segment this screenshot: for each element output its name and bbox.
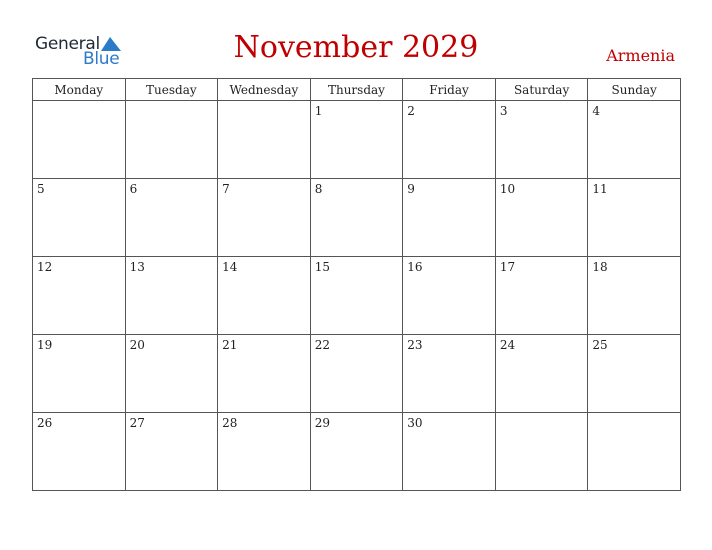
day-number: 11 — [592, 182, 608, 196]
day-cell — [125, 335, 218, 413]
day-cell — [218, 335, 311, 413]
day-number: 5 — [37, 182, 45, 196]
day-cell — [588, 335, 681, 413]
week-row — [33, 257, 681, 335]
day-number: 16 — [407, 260, 423, 274]
day-cell — [588, 179, 681, 257]
day-number — [33, 101, 125, 104]
day-cell — [588, 257, 681, 335]
day-cell — [403, 101, 496, 179]
day-cell — [218, 413, 311, 491]
day-number: 3 — [499, 104, 508, 118]
day-number: 23 — [407, 338, 423, 352]
weekday-header: Wednesday — [218, 79, 311, 101]
day-cell — [403, 179, 496, 257]
day-number: 27 — [129, 416, 145, 430]
day-cell — [218, 179, 311, 257]
day-cell — [588, 413, 681, 491]
logo-text-blue: Blue — [83, 49, 120, 69]
day-number: 26 — [37, 416, 53, 430]
weekday-header: Friday — [403, 79, 496, 101]
day-cell — [125, 101, 218, 179]
day-number: 30 — [407, 416, 423, 430]
day-number: 28 — [222, 416, 238, 430]
calendar-grid — [32, 78, 681, 491]
day-number — [496, 413, 588, 416]
day-cell — [495, 335, 588, 413]
week-row — [33, 101, 681, 179]
weekday-header-row — [33, 79, 681, 101]
day-number: 17 — [499, 260, 516, 274]
logo-text-general: General — [35, 34, 100, 54]
day-cell — [125, 179, 218, 257]
day-cell — [33, 179, 126, 257]
day-number: 13 — [129, 260, 145, 274]
day-number: 19 — [37, 338, 53, 352]
day-cell — [218, 257, 311, 335]
day-number — [588, 413, 680, 416]
day-cell — [125, 257, 218, 335]
day-number — [126, 101, 218, 104]
day-number — [218, 101, 310, 104]
day-cell — [310, 101, 403, 179]
day-cell — [403, 413, 496, 491]
day-number: 24 — [499, 338, 516, 352]
day-number: 6 — [129, 182, 138, 196]
weekday-header: Thursday — [310, 79, 403, 101]
weekday-header: Monday — [33, 79, 126, 101]
day-cell — [33, 335, 126, 413]
day-number: 7 — [222, 182, 230, 196]
day-number: 12 — [37, 260, 53, 274]
day-cell — [310, 257, 403, 335]
day-number: 15 — [314, 260, 330, 274]
week-row — [33, 179, 681, 257]
day-number: 25 — [592, 338, 608, 352]
day-cell — [403, 335, 496, 413]
country-label: Armenia — [606, 46, 675, 65]
weekday-header: Tuesday — [125, 79, 218, 101]
day-cell — [495, 179, 588, 257]
day-number: 1 — [314, 104, 323, 118]
day-cell — [588, 101, 681, 179]
week-row — [33, 335, 681, 413]
day-number: 9 — [407, 182, 415, 196]
day-cell — [495, 101, 588, 179]
day-cell — [495, 257, 588, 335]
day-cell — [125, 413, 218, 491]
day-number: 18 — [592, 260, 608, 274]
day-cell — [403, 257, 496, 335]
day-number: 21 — [222, 338, 238, 352]
day-cell — [495, 413, 588, 491]
day-number: 8 — [314, 182, 323, 196]
weekday-header: Saturday — [495, 79, 588, 101]
day-cell — [310, 179, 403, 257]
day-cell — [310, 413, 403, 491]
day-cell — [218, 101, 311, 179]
day-number: 29 — [314, 416, 330, 430]
day-cell — [33, 101, 126, 179]
day-number: 14 — [222, 260, 238, 274]
day-cell — [33, 257, 126, 335]
week-row — [33, 413, 681, 491]
day-number: 2 — [407, 104, 415, 118]
day-number: 20 — [129, 338, 145, 352]
day-number: 22 — [314, 338, 330, 352]
day-cell — [33, 413, 126, 491]
day-cell — [310, 335, 403, 413]
day-number: 10 — [499, 182, 516, 196]
day-number: 4 — [592, 104, 601, 118]
calendar-title: November 2029 — [233, 30, 479, 65]
weekday-header: Sunday — [588, 79, 681, 101]
